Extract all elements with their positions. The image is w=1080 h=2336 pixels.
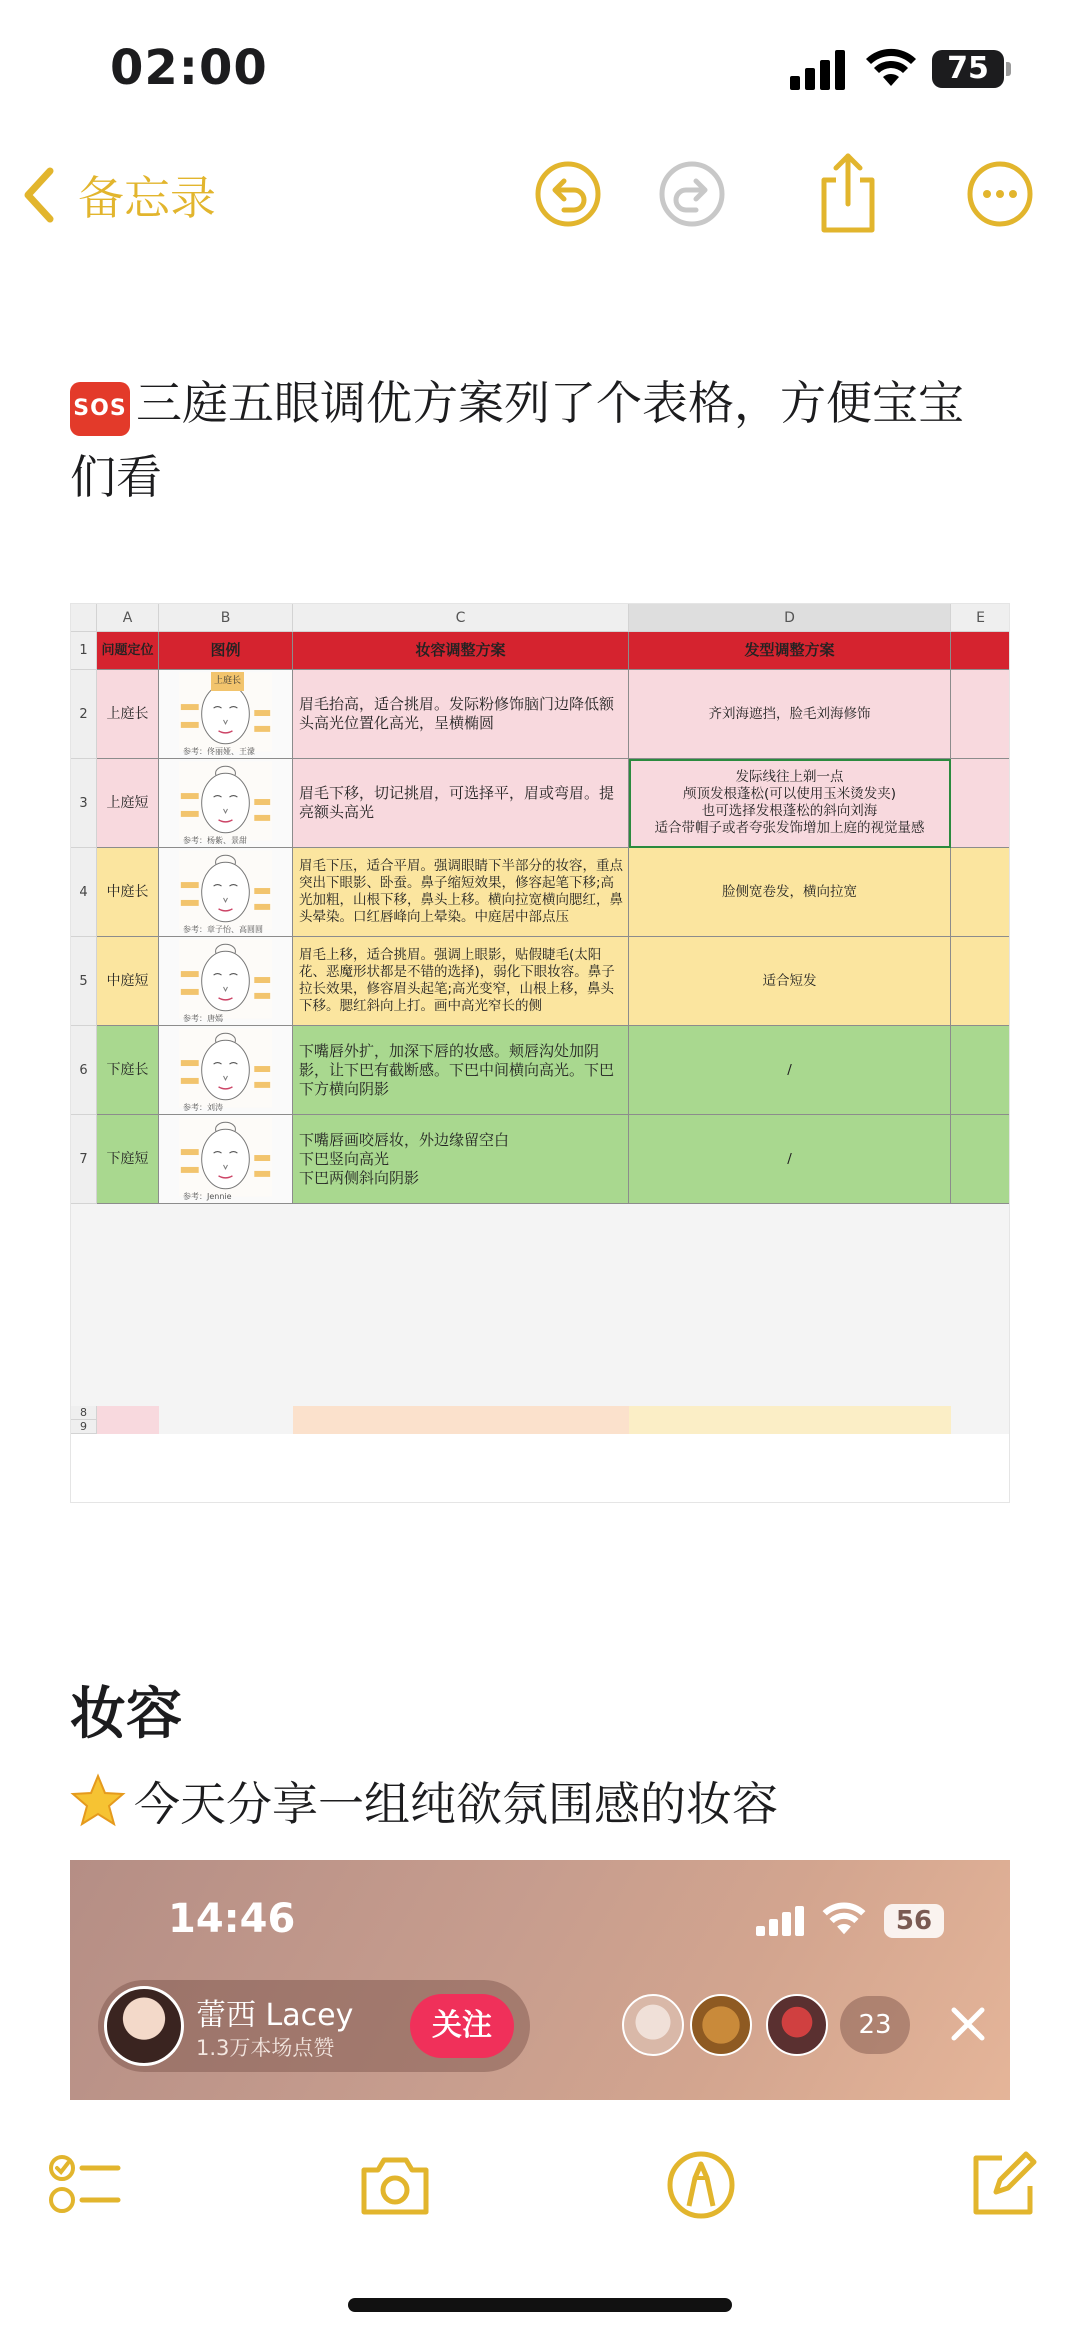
viewer-avatar[interactable] <box>622 1994 684 2056</box>
makeup-plan-cell: 下嘴唇画咬唇妆，外边缘留空白 下巴竖向高光 下巴两侧斜向阴影 <box>293 1115 629 1204</box>
row-number: 7 <box>71 1115 97 1204</box>
empty-cell <box>951 848 1010 937</box>
empty-cell <box>951 937 1010 1026</box>
nav-bar <box>0 150 1080 240</box>
back-label: 备忘录 <box>78 171 216 225</box>
illustration-caption: 参考：刘涛 <box>183 1103 223 1112</box>
illustration-cell <box>159 759 293 848</box>
illustration-caption: 参考：章子怡、高圆圆 <box>183 925 263 934</box>
header-cell: 发型调整方案 <box>629 632 951 670</box>
note-title[interactable] <box>70 366 970 514</box>
empty-cell <box>293 1406 629 1434</box>
markup-icon[interactable] <box>664 2148 738 2222</box>
host-card[interactable] <box>98 1980 530 2072</box>
makeup-plan-cell: 眉毛上移，适合挑眉。强调上眼影，贴假睫毛(太阳花、恶魔形状都是不错的选择)，弱化下眼妆容。鼻子拉长效果，修容眉头起笔;高光变窄，山根上移，鼻头下移。腮红斜向上打。画中高光窄长的侧 <box>293 937 629 1026</box>
compose-icon[interactable] <box>966 2148 1040 2222</box>
row-number: 6 <box>71 1026 97 1115</box>
row-number-8: 8 <box>71 1406 97 1420</box>
row-number: 2 <box>71 670 97 759</box>
viewer-avatar[interactable] <box>690 1994 752 2056</box>
face-sketch-icon <box>159 1026 292 1115</box>
makeup-plan-cell: 眉毛下压，适合平眉。强调眼睛下半部分的妆容，重点突出下眼影、卧蚕。鼻子缩短效果，修容起笔下移;高光加粗，山根下移，鼻头上移。横向拉宽横向腮红，鼻头晕染。口红唇峰向上晕染。中庭居中部点压 <box>293 848 629 937</box>
row-number-1: 1 <box>71 632 97 670</box>
redo-icon[interactable] <box>656 158 728 230</box>
empty-cell <box>951 670 1010 759</box>
illustration-caption: 参考：杨紫、景甜 <box>183 836 247 845</box>
host-likes: 1.3万本场点赞 <box>196 2036 335 2060</box>
wifi-icon <box>866 46 916 88</box>
header-cell: 妆容调整方案 <box>293 632 629 670</box>
checklist-icon[interactable] <box>48 2148 122 2222</box>
row-label-cell: 下庭短 <box>97 1115 159 1204</box>
hair-plan-cell: / <box>629 1026 951 1115</box>
col-header-e: E <box>951 604 1010 632</box>
live-time: 14:46 <box>168 1896 296 1942</box>
host-avatar[interactable] <box>104 1986 184 2066</box>
col-header-c: C <box>293 604 629 632</box>
makeup-plan-cell: 下嘴唇外扩，加深下唇的妆感。颊唇沟处加阴影，让下巴有截断感。下巴中间横向高光。下巴下方横向阴影 <box>293 1026 629 1115</box>
face-sketch-icon <box>159 1115 292 1204</box>
illustration-caption: 参考：Jennie <box>183 1192 232 1201</box>
spreadsheet-image[interactable] <box>70 603 1010 1503</box>
close-icon[interactable] <box>946 2002 990 2046</box>
row-number-9: 9 <box>71 1420 97 1434</box>
face-sketch-icon <box>159 848 292 937</box>
face-sketch-icon <box>159 759 292 848</box>
row-number: 4 <box>71 848 97 937</box>
live-stream-image[interactable] <box>70 1860 1010 2110</box>
header-cell: 问题定位 <box>97 632 159 670</box>
row-label-cell: 上庭长 <box>97 670 159 759</box>
undo-icon[interactable] <box>532 158 604 230</box>
live-battery: 56 <box>884 1904 944 1938</box>
hair-plan-cell[interactable]: 发际线往上剃一点 颅顶发根蓬松(可以使用玉米烫发夹) 也可选择发根蓬松的斜向刘海 适合带帽子或者夸张发饰增加上庭的视觉量感 <box>629 759 951 848</box>
section-heading[interactable]: 妆容 <box>70 1682 182 1747</box>
row-label-cell: 下庭长 <box>97 1026 159 1115</box>
battery-indicator: 75 <box>932 50 1004 88</box>
more-icon[interactable] <box>964 158 1036 230</box>
status-time: 02:00 <box>110 40 268 96</box>
empty-cell <box>97 1406 159 1434</box>
section-subtitle[interactable] <box>70 1768 778 1834</box>
empty-cell <box>951 1026 1010 1115</box>
live-signal-icon <box>756 1906 806 1936</box>
image-bottom-margin <box>71 1434 1010 1503</box>
live-wifi-icon <box>822 1900 866 1936</box>
makeup-plan-cell: 眉毛下移，切记挑眉，可选择平，眉或弯眉。提亮额头高光 <box>293 759 629 848</box>
hair-plan-cell: 适合短发 <box>629 937 951 1026</box>
header-cell <box>951 632 1010 670</box>
section-subtitle-text: 今天分享一组纯欲氛围感的妆容 <box>134 1777 778 1831</box>
home-indicator <box>348 2298 732 2312</box>
illustration-cell <box>159 848 293 937</box>
row-label-cell: 中庭长 <box>97 848 159 937</box>
star-icon <box>70 1773 126 1829</box>
follow-button[interactable]: 关注 <box>410 1994 514 2058</box>
hair-plan-cell: 脸侧宽卷发，横向拉宽 <box>629 848 951 937</box>
hair-plan-cell: / <box>629 1115 951 1204</box>
note-title-text: 三庭五眼调优方案列了个表格，方便宝宝们看 <box>70 376 964 504</box>
col-header-a: A <box>97 604 159 632</box>
row-number: 3 <box>71 759 97 848</box>
row-label-cell: 中庭短 <box>97 937 159 1026</box>
status-bar <box>0 0 1080 140</box>
empty-cell <box>629 1406 951 1434</box>
cellular-signal-icon <box>790 50 846 90</box>
illustration-cell <box>159 937 293 1026</box>
header-cell: 图例 <box>159 632 293 670</box>
viewer-count: 23 <box>840 1996 910 2054</box>
col-header-b: B <box>159 604 293 632</box>
host-name: 蕾西 Lacey <box>196 1998 354 2033</box>
back-button[interactable] <box>20 158 216 232</box>
makeup-plan-cell: 眉毛抬高，适合挑眉。发际粉修饰脑门边降低额头高光位置化高光，呈横椭圆 <box>293 670 629 759</box>
viewer-avatar[interactable] <box>766 1994 828 2056</box>
illustration-label: 上庭长 <box>211 672 244 691</box>
col-header-d: D <box>629 604 951 632</box>
illustration-cell <box>159 1115 293 1204</box>
empty-cell <box>951 1115 1010 1204</box>
illustration-caption: 参考：唐嫣 <box>183 1014 223 1023</box>
corner-cell <box>71 604 97 632</box>
empty-cell <box>951 759 1010 848</box>
illustration-cell <box>159 670 293 759</box>
illustration-cell <box>159 1026 293 1115</box>
row-number: 5 <box>71 937 97 1026</box>
camera-icon[interactable] <box>358 2148 432 2222</box>
row-label-cell: 上庭短 <box>97 759 159 848</box>
sos-badge: SOS <box>70 382 130 436</box>
hair-plan-cell: 齐刘海遮挡，脸毛刘海修饰 <box>629 670 951 759</box>
chevron-left-icon <box>20 165 60 225</box>
illustration-caption: 参考：佟丽娅、王濛 <box>183 747 255 756</box>
share-icon[interactable] <box>812 150 884 234</box>
face-sketch-icon <box>159 937 292 1026</box>
